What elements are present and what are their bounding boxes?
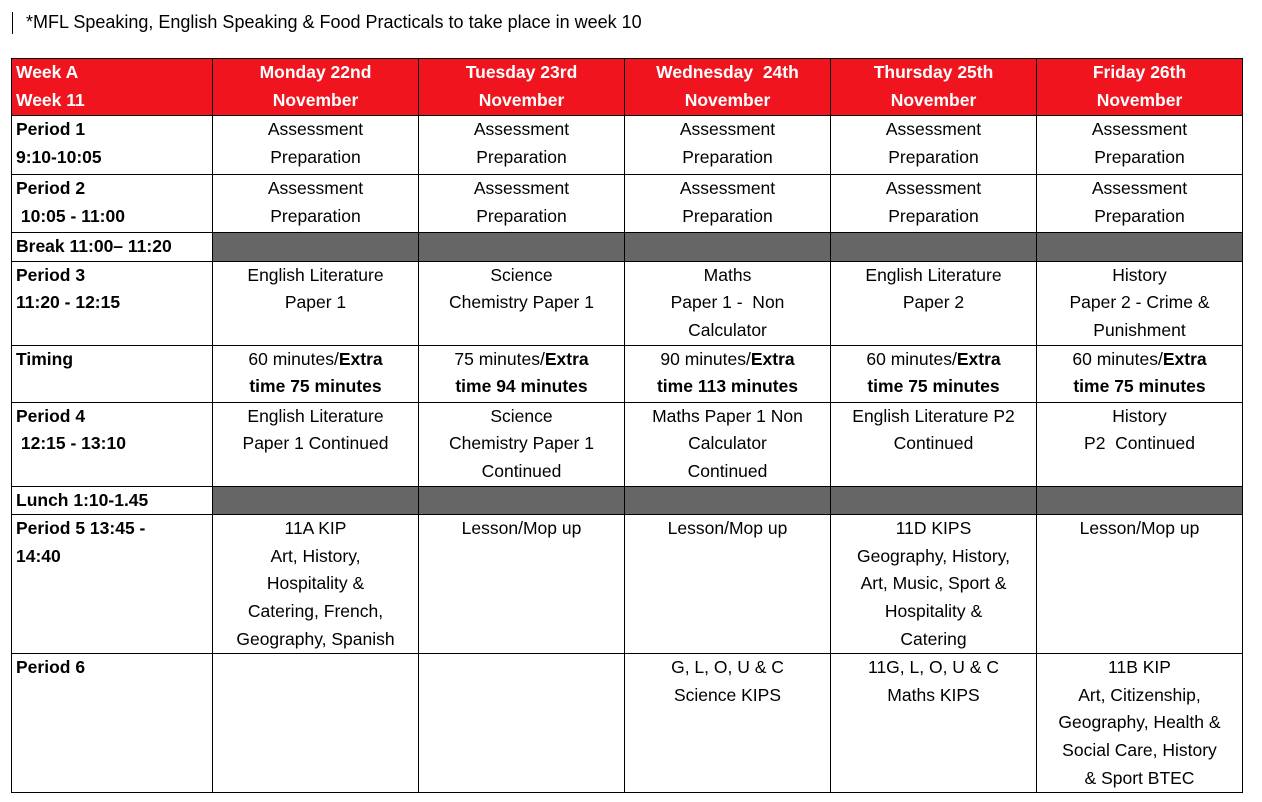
lunch-cell <box>419 486 625 515</box>
cell-line: Assessment <box>267 119 364 139</box>
cell-line: Catering <box>900 628 967 649</box>
period-1-thursday <box>831 116 1037 175</box>
period-6-wednesday <box>625 654 831 793</box>
break-cell <box>1037 233 1243 262</box>
cell-line: 11B KIP <box>1108 657 1171 678</box>
period-4-friday <box>1037 402 1243 486</box>
period-time: 9:10-10:05 <box>16 146 102 167</box>
period-2-row <box>12 175 1243 233</box>
day-name: Thursday 25th <box>873 62 994 82</box>
period-4-thursday <box>831 402 1037 486</box>
day-month: November <box>684 89 771 110</box>
cell-line: Lesson/Mop up <box>461 518 582 539</box>
period-name: Period 6 <box>16 657 86 678</box>
day-month: November <box>890 89 977 110</box>
period-4-row <box>12 402 1243 486</box>
cell-line: Lesson/Mop up <box>1079 518 1200 539</box>
day-header-monday <box>213 59 419 116</box>
timing-minutes: 75 minutes/ <box>454 348 545 369</box>
period-1-row <box>12 116 1243 175</box>
cell-line: & Sport BTEC <box>1084 767 1195 788</box>
cell-line: Calculator <box>688 319 767 340</box>
cell-line: Catering, French, <box>247 600 384 621</box>
day-header-wednesday <box>625 59 831 116</box>
period-1-tuesday <box>419 116 625 175</box>
period-3-monday <box>213 261 419 345</box>
header-row <box>12 59 1243 116</box>
break-cell <box>831 233 1037 262</box>
day-name: Tuesday 23rd <box>465 62 578 82</box>
period-1-monday <box>213 116 419 175</box>
break-label: Break 11:00– 11:20 <box>12 233 213 262</box>
period-5-wednesday <box>625 515 831 654</box>
cell-line: Paper 1 - Non <box>670 292 785 313</box>
period-time: 12:15 - 13:10 <box>16 433 126 454</box>
day-name: Friday 26th <box>1092 62 1187 82</box>
cell-line: Assessment <box>473 119 570 139</box>
cell-line: Preparation <box>1094 205 1185 226</box>
period-4-monday <box>213 402 419 486</box>
timetable <box>11 58 1243 793</box>
cell-line: Assessment <box>1091 178 1188 198</box>
period-3-friday <box>1037 261 1243 345</box>
cell-line: Preparation <box>888 205 979 226</box>
period-6-monday <box>213 654 419 793</box>
period-4-tuesday <box>419 402 625 486</box>
cell-line: Assessment <box>1091 119 1188 139</box>
timing-extra: Extra <box>338 348 383 369</box>
lunch-label: Lunch 1:10-1.45 <box>12 486 213 515</box>
period-3-thursday <box>831 261 1037 345</box>
cell-line: Paper 2 - Crime & <box>1069 292 1210 313</box>
timing-extra: Extra <box>1162 348 1207 369</box>
period-1-wednesday <box>625 116 831 175</box>
cell-line: 11D KIPS <box>895 518 972 539</box>
cell-line: Lesson/Mop up <box>667 518 788 539</box>
day-header-tuesday <box>419 59 625 116</box>
timing-extra-time: time 113 minutes <box>656 376 799 397</box>
cell-line: Assessment <box>679 119 776 139</box>
timing-minutes: 60 minutes/ <box>1072 348 1163 369</box>
timing-monday <box>213 345 419 402</box>
cell-line: Continued <box>687 460 768 481</box>
note-marker <box>12 12 13 34</box>
period-2-monday <box>213 175 419 233</box>
period-6-tuesday <box>419 654 625 793</box>
week-11-label: Week 11 <box>16 89 85 110</box>
period-6-thursday <box>831 654 1037 793</box>
timing-extra: Extra <box>956 348 1001 369</box>
period-5-friday <box>1037 515 1243 654</box>
period-6-friday <box>1037 654 1243 793</box>
cell-line: Art, Citizenship, <box>1078 684 1201 705</box>
cell-line: Art, Music, Sport & <box>860 573 1007 594</box>
timing-extra-time: time 75 minutes <box>1073 376 1206 397</box>
timing-extra-time: time 75 minutes <box>249 376 382 397</box>
day-month: November <box>1096 89 1183 110</box>
cell-line: Art, History, <box>270 545 361 566</box>
cell-line: Preparation <box>476 146 567 167</box>
schedule-note: *MFL Speaking, English Speaking & Food Practicals to take place in week 10 <box>26 12 642 32</box>
timing-minutes: 90 minutes/ <box>660 348 751 369</box>
cell-line: Science KIPS <box>674 684 781 705</box>
period-2-thursday <box>831 175 1037 233</box>
cell-line: Chemistry Paper 1 <box>449 433 594 454</box>
cell-line: History <box>1112 264 1167 285</box>
cell-line: G, L, O, U & C <box>671 657 784 678</box>
timing-extra: Extra <box>544 348 589 369</box>
cell-line: English Literature <box>865 264 1002 285</box>
week-header <box>12 59 213 116</box>
period-5-monday <box>213 515 419 654</box>
cell-line: Geography, Spanish <box>236 628 395 649</box>
cell-line: Assessment <box>473 178 570 198</box>
period-4-wednesday <box>625 402 831 486</box>
period-6-label <box>12 654 213 793</box>
cell-line: P2 Continued <box>1084 433 1195 454</box>
period-2-tuesday <box>419 175 625 233</box>
cell-line: Maths Paper 1 Non <box>652 405 803 426</box>
cell-line: Continued <box>893 433 974 454</box>
break-cell <box>213 233 419 262</box>
cell-line: Assessment <box>267 178 364 198</box>
cell-line: Assessment <box>885 178 982 198</box>
timing-extra-time: time 94 minutes <box>455 376 588 397</box>
period-1-label <box>12 116 213 175</box>
period-time: 14:40 <box>16 545 61 566</box>
timing-row <box>12 345 1243 402</box>
period-3-wednesday <box>625 261 831 345</box>
period-2-label <box>12 175 213 233</box>
timing-minutes: 60 minutes/ <box>866 348 957 369</box>
cell-line: English Literature <box>247 264 384 285</box>
day-month: November <box>478 89 565 110</box>
timing-thursday <box>831 345 1037 402</box>
period-2-friday <box>1037 175 1243 233</box>
period-3-row <box>12 261 1243 345</box>
period-time: 10:05 - 11:00 <box>16 205 125 226</box>
cell-line: Punishment <box>1093 319 1186 340</box>
cell-line: Preparation <box>1094 146 1185 167</box>
break-row <box>12 233 1243 262</box>
cell-line: Paper 2 <box>902 292 965 313</box>
timing-friday <box>1037 345 1243 402</box>
lunch-cell <box>1037 486 1243 515</box>
lunch-cell <box>831 486 1037 515</box>
cell-line: Hospitality & <box>884 600 983 621</box>
cell-line: Hospitality & <box>266 573 365 594</box>
timing-minutes: 60 minutes/ <box>248 348 339 369</box>
cell-line: 11A KIP <box>284 518 347 539</box>
cell-line: Preparation <box>888 146 979 167</box>
period-name: Period 5 13:45 - <box>16 518 146 539</box>
timing-wednesday <box>625 345 831 402</box>
cell-line: Assessment <box>679 178 776 198</box>
period-5-row <box>12 515 1243 654</box>
cell-line: Preparation <box>270 146 361 167</box>
cell-line: History <box>1112 405 1167 426</box>
cell-line: English Literature <box>247 405 384 426</box>
cell-line: Maths KIPS <box>887 684 980 705</box>
cell-line: Paper 1 Continued <box>242 433 389 454</box>
cell-line: Geography, History, <box>856 545 1011 566</box>
period-1-friday <box>1037 116 1243 175</box>
cell-line: English Literature P2 <box>852 405 1015 426</box>
day-name: Wednesday 24th <box>656 62 799 82</box>
timing-tuesday <box>419 345 625 402</box>
period-3-tuesday <box>419 261 625 345</box>
lunch-row <box>12 486 1243 515</box>
break-cell <box>419 233 625 262</box>
cell-line: Preparation <box>270 205 361 226</box>
cell-line: Science <box>490 264 553 285</box>
day-header-thursday <box>831 59 1037 116</box>
period-name: Period 3 <box>16 264 86 285</box>
cell-line: Preparation <box>682 146 773 167</box>
lunch-cell <box>625 486 831 515</box>
timing-extra: Extra <box>750 348 795 369</box>
cell-line: Science <box>490 405 553 426</box>
period-6-row <box>12 654 1243 793</box>
period-name: Period 4 <box>16 405 86 426</box>
cell-line: Social Care, History <box>1062 739 1217 760</box>
period-5-thursday <box>831 515 1037 654</box>
period-3-label <box>12 261 213 345</box>
cell-line: Chemistry Paper 1 <box>449 292 594 313</box>
period-2-wednesday <box>625 175 831 233</box>
lunch-cell <box>213 486 419 515</box>
cell-line: 11G, L, O, U & C <box>868 657 999 678</box>
cell-line: Assessment <box>885 119 982 139</box>
timing-extra-time: time 75 minutes <box>867 376 1000 397</box>
break-cell <box>625 233 831 262</box>
period-time: 11:20 - 12:15 <box>16 292 121 313</box>
cell-line: Maths <box>703 264 752 285</box>
day-header-friday <box>1037 59 1243 116</box>
cell-line: Preparation <box>682 205 773 226</box>
cell-line: Preparation <box>476 205 567 226</box>
day-month: November <box>272 89 359 110</box>
cell-line: Geography, Health & <box>1058 712 1221 733</box>
cell-line: Continued <box>481 460 562 481</box>
week-a-label: Week A <box>16 62 79 82</box>
cell-line: Calculator <box>688 433 767 454</box>
timing-label: Timing <box>12 345 213 402</box>
period-4-label <box>12 402 213 486</box>
period-name: Period 1 <box>16 119 86 139</box>
period-name: Period 2 <box>16 178 86 198</box>
day-name: Monday 22nd <box>259 62 372 82</box>
period-5-tuesday <box>419 515 625 654</box>
period-5-label <box>12 515 213 654</box>
cell-line: Paper 1 <box>284 292 347 313</box>
